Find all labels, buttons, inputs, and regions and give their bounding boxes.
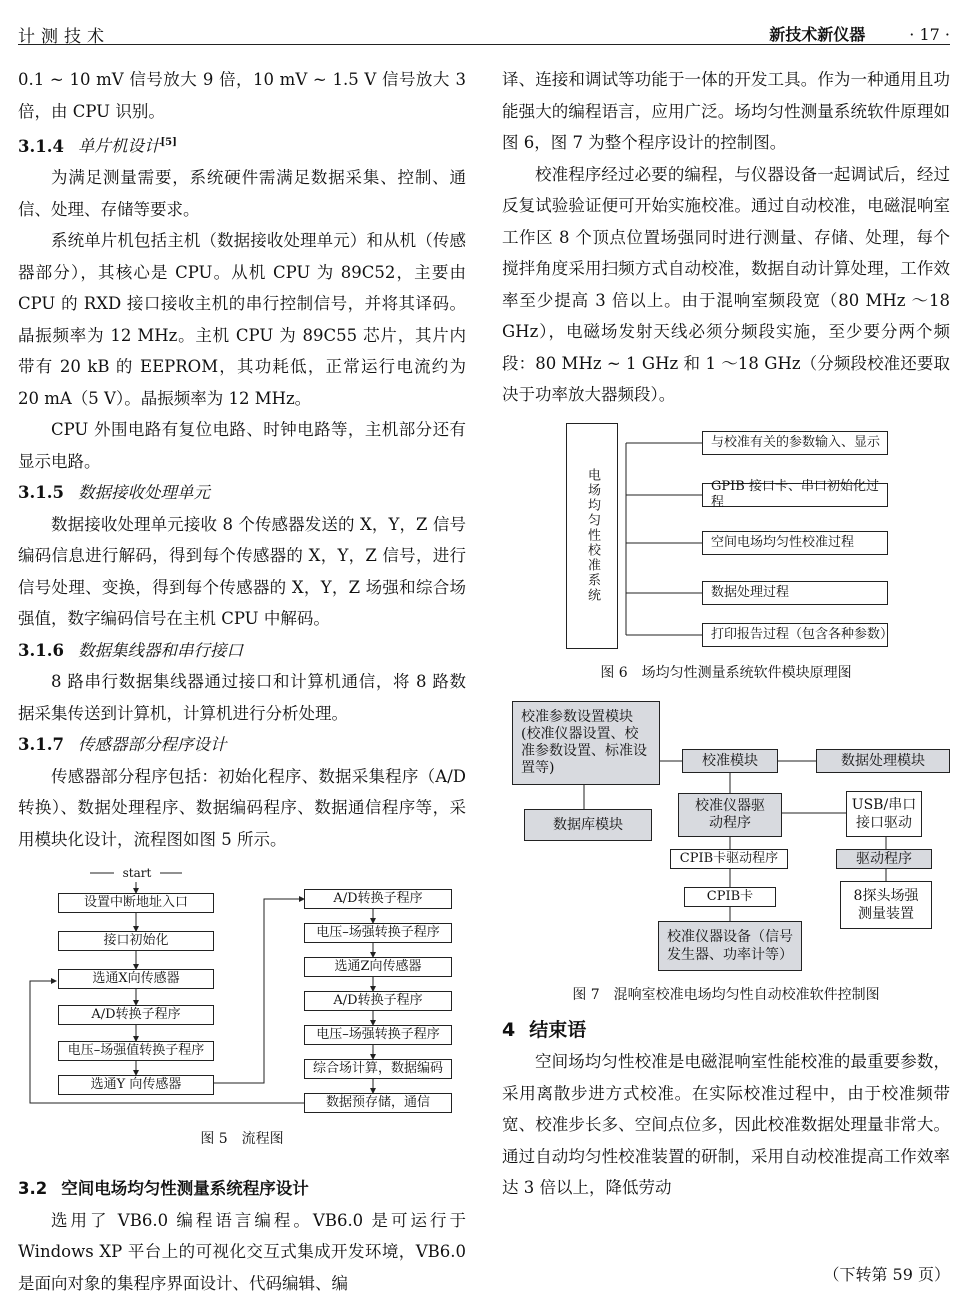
page-header	[18, 0, 950, 45]
figure-6-caption: 图 6 场均匀性测量系统软件模块原理图	[502, 663, 950, 683]
start-label: start	[114, 864, 160, 882]
figure-6-diagram	[502, 423, 950, 655]
flow-box: A/D转换子程序	[304, 991, 452, 1011]
figure-5-caption: 图 5 流程图	[18, 1129, 466, 1149]
flow-box: 数据预存储，通信	[304, 1093, 452, 1113]
section-heading-3-1-6: 3.1.6 数据集线器和串行接口	[18, 635, 466, 667]
figure-7-caption: 图 7 混响室校准电场均匀性自动校准软件控制图	[502, 985, 950, 1005]
section-heading-4: 4 结束语	[502, 1015, 950, 1047]
cpib-card-driver: CPIB卡驱动程序	[670, 849, 788, 869]
paragraph: 校准程序经过必要的编程，与仪器设备一起调试后，经过反复试验验证便可开始实施校准。通过自动校准，电磁混响室工作区 8 个顶点位置场强同时进行测量、存储、处理，每个搅拌角度采用扫频方式自动校准，数据自动计算处理，工作效率至少提高 3 倍以上。由于混响室频段宽（80 MHz ～18 GHz），电磁场发射天线必须分频段实施，至少要分两个频段：80 MHz ~ 1 GHz 和 1 ～18 GHz（分频段校准还要取决于功率放大器频段）。	[502, 159, 950, 411]
probe-measuring-device: 8探头场强测量装置	[840, 881, 932, 929]
module-box: 数据处理过程	[702, 581, 888, 605]
calibration-module: 校准模块	[682, 749, 778, 773]
paragraph: 8 路串行数据集线器通过接口和计算机通信，将 8 路数据采集传送到计算机，计算机进行分析处理。	[18, 666, 466, 729]
driver-program: 驱动程序	[836, 849, 932, 869]
paragraph: 传感器部分程序包括：初始化程序、数据采集程序（A/D 转换）、数据处理程序、数据编码程序、数据通信程序等，采用模块化设计，流程图如图 5 所示。	[18, 761, 466, 856]
flow-box: A/D转换子程序	[304, 889, 452, 909]
paragraph: 空间场均匀性校准是电磁混响室性能校准的最重要参数，采用离散步进方式校准。在实际校准过程中，由于校准频带宽、校准步长多、空间点位多，因此校准数据处理量非常大。通过自动均匀性校准装置的研制，采用自动校准提高工作效率达 3 倍以上，降低劳动	[502, 1046, 950, 1204]
data-processing-module: 数据处理模块	[816, 749, 950, 773]
paragraph: 译、连接和调试等功能于一体的开发工具。作为一种通用且功能强大的编程语言，应用广泛。场均匀性测量系统软件原理如图 6，图 7 为整个程序设计的控制图。	[502, 64, 950, 159]
flow-box: 电压–场强转换子程序	[304, 1025, 452, 1045]
flow-box: 选通X向传感器	[58, 969, 214, 989]
flow-box: 设置中断地址入口	[58, 893, 214, 913]
header-right	[769, 22, 950, 45]
section-heading-3-1-4: 3.1.4 单片机设计[5]	[18, 127, 466, 162]
left-column	[18, 64, 466, 1299]
paragraph: 为满足测量需要，系统硬件需满足数据采集、控制、通信、处理、存储等要求。	[18, 162, 466, 225]
section-heading-3-2: 3.2 空间电场均匀性测量系统程序设计	[18, 1173, 466, 1205]
paragraph: 数据接收处理单元接收 8 个传感器发送的 X，Y，Z 信号编码信息进行解码，得到每个传感器的 X，Y，Z 信号，进行信号处理、变换，得到每个传感器的 X，Y，Z 场强和综合场强值，数字编码信号在主机 CPU 中解码。	[18, 509, 466, 635]
paragraph: CPU 外围电路有复位电路、时钟电路等，主机部分还有显示电路。	[18, 414, 466, 477]
flow-box: 选通Y 向传感器	[58, 1075, 214, 1095]
figure-5-flowchart	[18, 861, 466, 1111]
section-name: 新技术新仪器	[769, 25, 865, 44]
flow-box: 选通Z向传感器	[304, 957, 452, 977]
instrument-driver: 校准仪器驱动程序	[678, 793, 782, 837]
module-box: 空间电场均匀性校准过程	[702, 531, 888, 555]
flow-box: 电压–场强值转换子程序	[58, 1041, 214, 1061]
usb-serial-driver: USB/串口接口驱动	[846, 791, 922, 837]
section-heading-3-1-7: 3.1.7 传感器部分程序设计	[18, 729, 466, 761]
calibration-equipment: 校准仪器设备（信号发生器、功率计等）	[658, 921, 802, 971]
flow-box: 综合场计算，数据编码	[304, 1059, 452, 1079]
continued-note: （下转第 59 页）	[823, 1262, 950, 1285]
cpib-card: CPIB卡	[684, 887, 776, 907]
figure-7-diagram	[502, 701, 950, 981]
right-column	[502, 64, 950, 1204]
flow-box: 接口初始化	[58, 931, 214, 951]
paragraph: 系统单片机包括主机（数据接收处理单元）和从机（传感器部分），其核心是 CPU。从机 CPU 为 89C52，主要由 CPU 的 RXD 接口接收主机的串行控制信号，并将其译码。晶振频率为 12 MHz。主机 CPU 为 89C55 芯片，其片内带有 20 kB 的 EEPROM，其功耗低，正常运行电流约为 20 mA（5 V）。晶振频率为 12 MHz。	[18, 225, 466, 414]
flow-box: A/D转换子程序	[58, 1005, 214, 1025]
journal-name: 计测技术	[18, 22, 110, 47]
database-module: 数据库模块	[524, 809, 652, 841]
paragraph: 选用了 VB6.0 编程语言编程。VB6.0 是可运行于 Windows XP 平台上的可视化交互式集成开发环境，VB6.0 是面向对象的集程序界面设计、代码编辑、编	[18, 1205, 466, 1299]
flow-box: 电压–场强转换子程序	[304, 923, 452, 943]
module-box: 与校准有关的参数输入、显示	[702, 431, 888, 455]
module-box: 打印报告过程（包含各种参数）	[702, 623, 888, 647]
paragraph: 0.1 ~ 10 mV 信号放大 9 倍，10 mV ~ 1.5 V 信号放大 3 倍，由 CPU 识别。	[18, 64, 466, 127]
page-number: · 17 ·	[909, 25, 950, 44]
param-setting-module: 校准参数设置模块(校准仪器设置、校准参数设置、标准设置等)	[512, 701, 660, 785]
section-heading-3-1-5: 3.1.5 数据接收处理单元	[18, 477, 466, 509]
main-system-box: 电场均匀性校准系统	[566, 423, 618, 649]
module-box: GPIB 接口卡、串口初始化过程	[702, 483, 888, 507]
